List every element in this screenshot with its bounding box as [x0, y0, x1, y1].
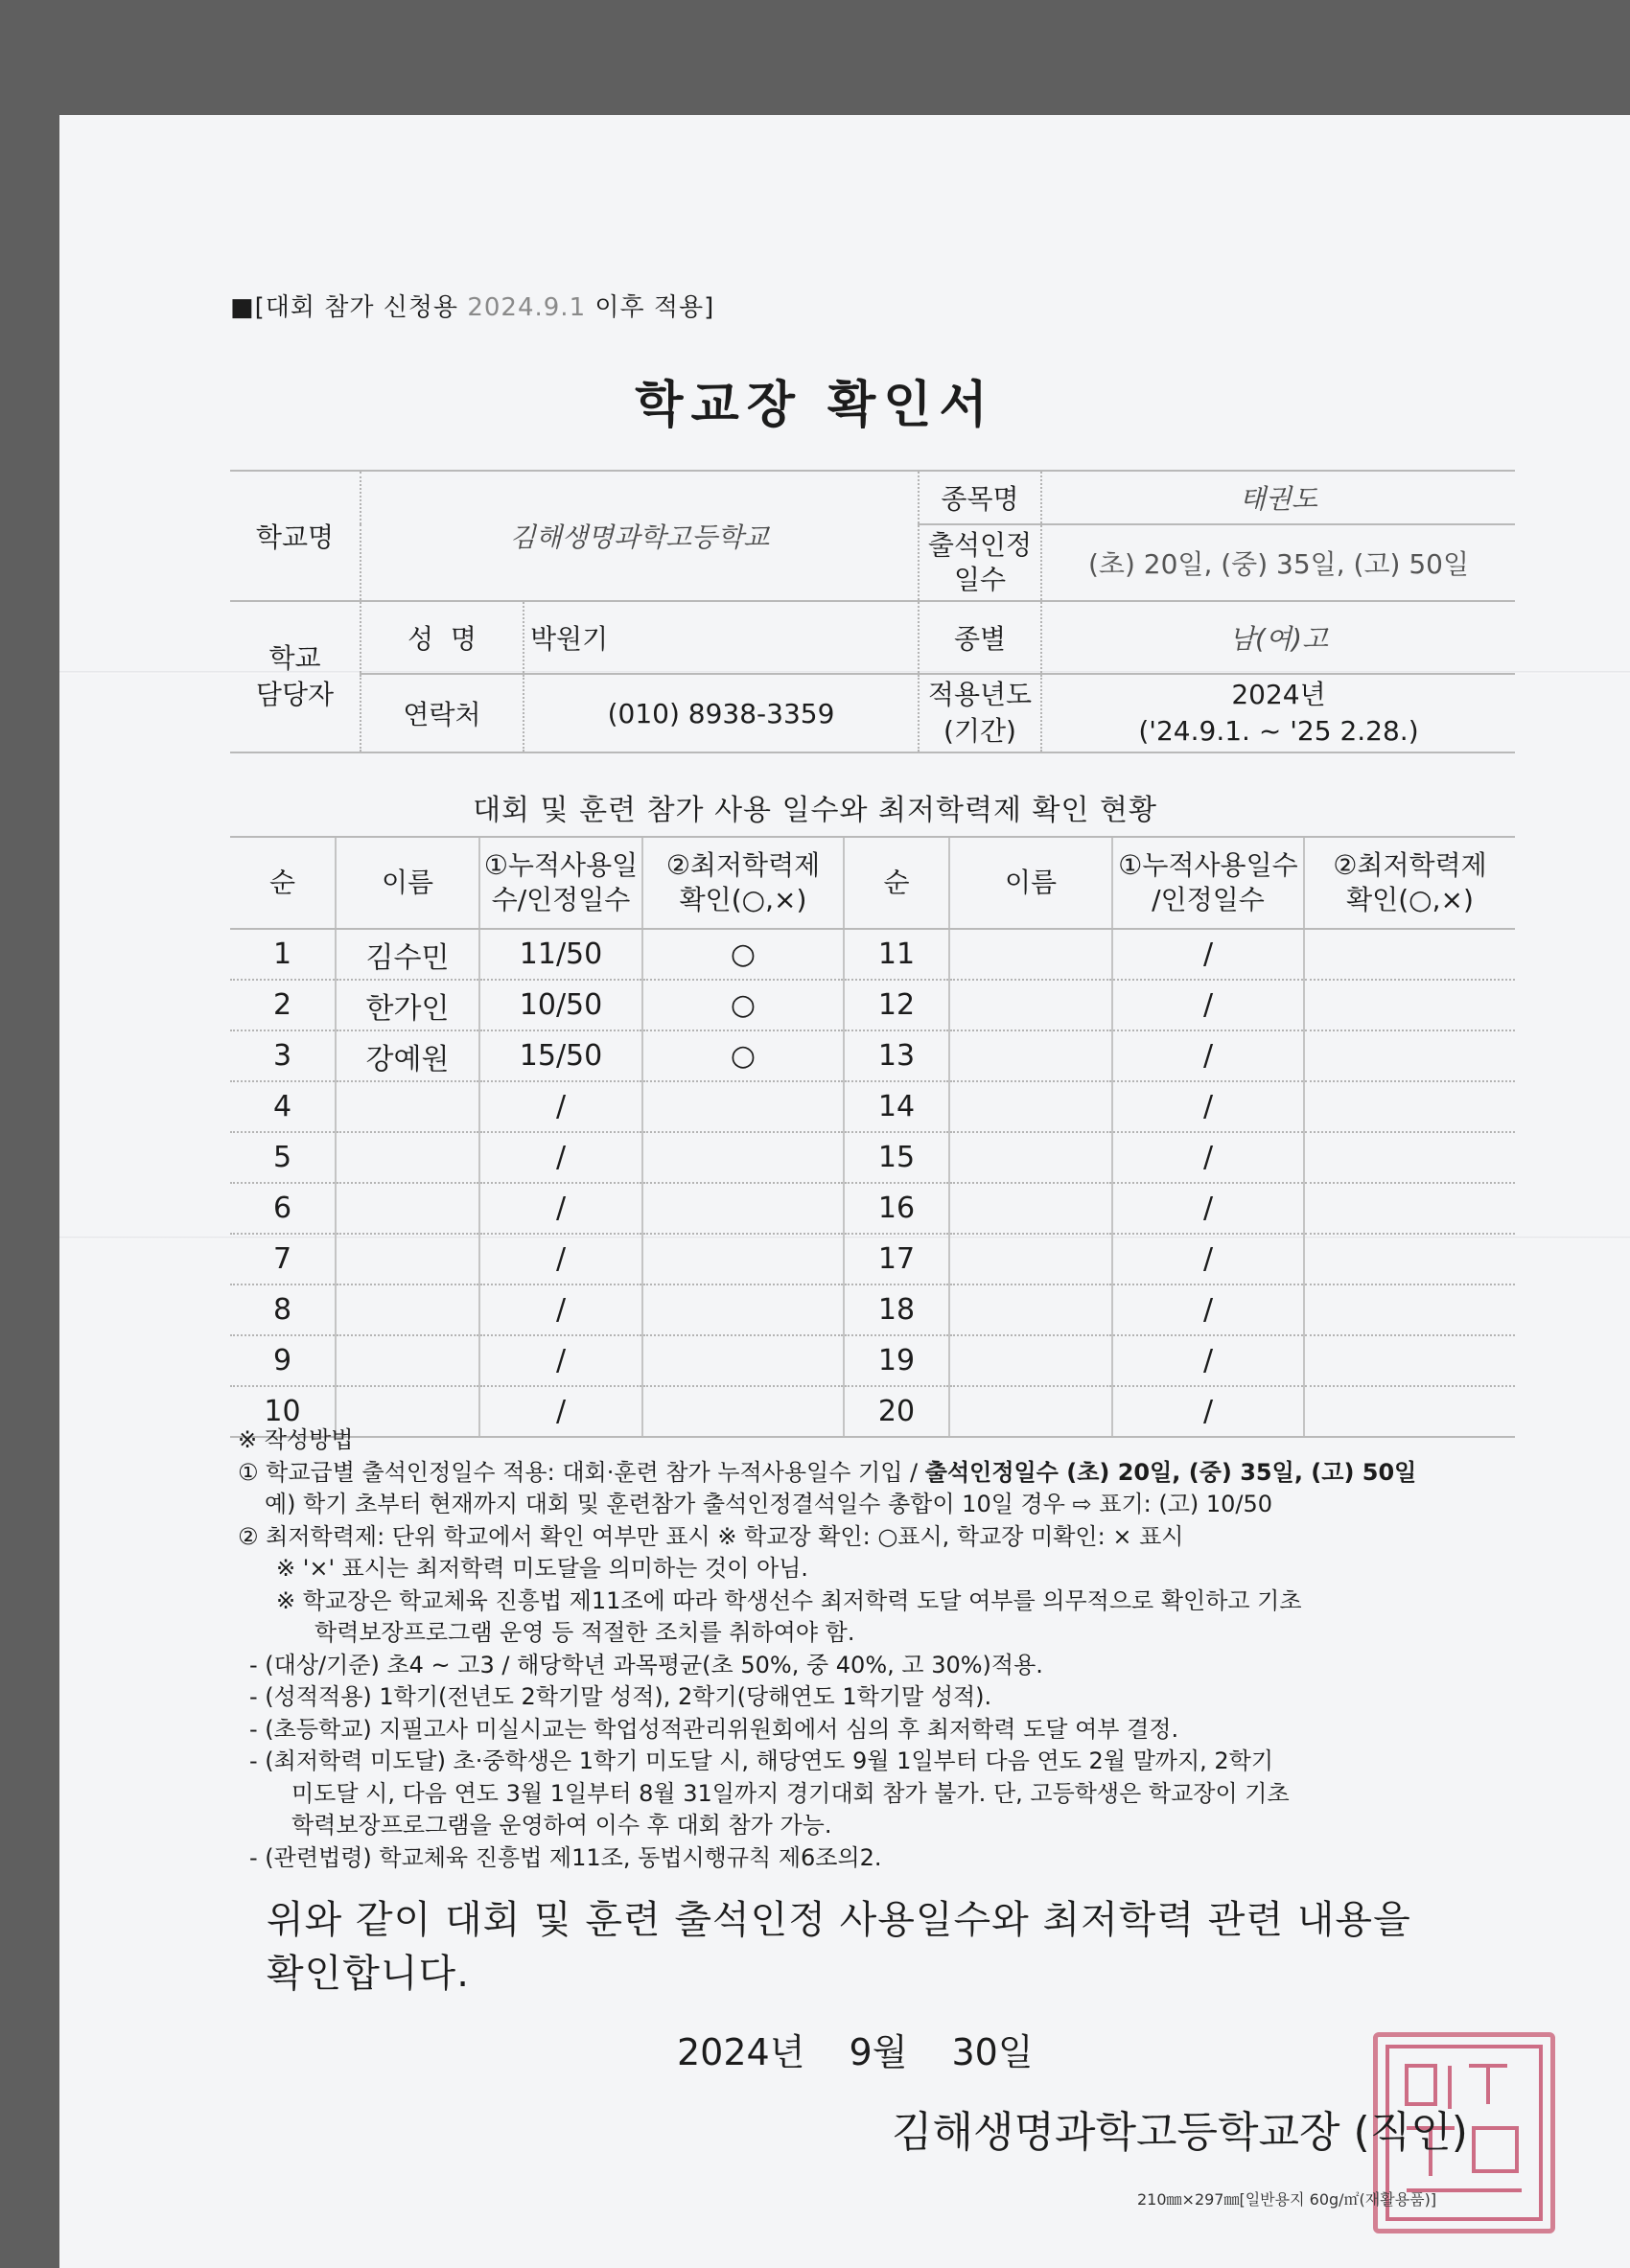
note-not-reached-cont2: 학력보장프로그램을 운영하여 이수 후 대회 참가 가능. [291, 1812, 832, 1839]
table-cell: / [1112, 1284, 1304, 1335]
header-date: 2024.9.1 [467, 293, 587, 322]
table-cell [336, 1183, 479, 1234]
table-cell: 1 [230, 929, 336, 980]
table-cell: 15/50 [479, 1030, 642, 1081]
table-cell: 17 [844, 1234, 949, 1284]
note-legal-basis: - (관련법령) 학교체육 진흥법 제11조, 동법시행규칙 제6조의2. [249, 1843, 882, 1871]
table-cell [1304, 1132, 1515, 1183]
table-cell: 20 [844, 1386, 949, 1437]
table-cell: 19 [844, 1335, 949, 1386]
table-cell [642, 1234, 844, 1284]
note-x-meaning: ※ '×' 표시는 최저학력 미도달을 의미하는 것이 아님. [276, 1555, 808, 1582]
status-section-title: 대회 및 훈련 참가 사용 일수와 최저학력제 확인 현황 [473, 794, 1157, 827]
principal-signature [892, 2097, 1468, 2159]
participation-status-table [230, 836, 1515, 1438]
table-cell: ○ [642, 1030, 844, 1081]
table-cell: 12 [844, 980, 949, 1030]
sport-value: 태권도 [1041, 471, 1515, 524]
table-cell [949, 929, 1112, 980]
table-cell [949, 1132, 1112, 1183]
date-year: 2024년 [677, 2031, 805, 2073]
table-cell [336, 1132, 479, 1183]
table-cell: 한가인 [336, 980, 479, 1030]
table-cell [1304, 1081, 1515, 1132]
table-cell [1304, 1234, 1515, 1284]
table-cell: 강예원 [336, 1030, 479, 1081]
table-cell: / [1112, 1335, 1304, 1386]
status-header-cell: ②최저학력제 확인(○,×) [1304, 837, 1515, 929]
table-cell: 8 [230, 1284, 336, 1335]
seal-mark: (직인) [1353, 2108, 1468, 2157]
table-row [230, 1335, 1515, 1386]
table-cell [642, 1081, 844, 1132]
table-cell: 10/50 [479, 980, 642, 1030]
period-value [1041, 674, 1515, 752]
paper-spec: 210㎜×297㎜[일반용지 60g/㎡(재활용품)] [1137, 2190, 1437, 2209]
note-not-reached: - (최저학력 미도달) 초·중학생은 1학기 미도달 시, 해당연도 9월 1일부터 다음 연도 2월 말까지, 2학기 [249, 1747, 1274, 1774]
table-cell [336, 1081, 479, 1132]
table-cell: 11/50 [479, 929, 642, 980]
table-row [230, 1234, 1515, 1284]
table-cell [336, 1335, 479, 1386]
contact-person-label: 학교 담당자 [230, 601, 361, 752]
table-cell [949, 1183, 1112, 1234]
table-cell [1304, 929, 1515, 980]
table-cell: 16 [844, 1183, 949, 1234]
status-header-cell: ①누적사용일수 /인정일수 [1112, 837, 1304, 929]
table-cell [949, 1284, 1112, 1335]
note-not-reached-cont1: 미도달 시, 다음 연도 3월 1일부터 8월 31일까지 경기대회 참가 불가. 단, 고등학생은 학교장이 기초 [291, 1779, 1290, 1807]
table-row [230, 1030, 1515, 1081]
table-cell: 5 [230, 1132, 336, 1183]
document-title: 학교장 확인서 [635, 377, 995, 434]
table-cell: 14 [844, 1081, 949, 1132]
table-cell [336, 1234, 479, 1284]
header-prefix: ■[대회 참가 신청용 [230, 293, 468, 322]
table-row [230, 1284, 1515, 1335]
signing-date [677, 2023, 1034, 2075]
table-cell [1304, 1335, 1515, 1386]
note-grade-period: - (성적적용) 1학기(전년도 2학기말 성적), 2학기(당해연도 1학기말 성적). [249, 1683, 992, 1710]
school-name-label: 학교명 [230, 471, 361, 601]
table-cell: / [479, 1386, 642, 1437]
writing-instructions [238, 1424, 1523, 1874]
person-name-value: 박원기 [524, 601, 919, 674]
table-cell: 2 [230, 980, 336, 1030]
date-month: 9월 [849, 2031, 908, 2073]
table-cell [642, 1183, 844, 1234]
table-cell: 15 [844, 1132, 949, 1183]
table-cell: / [1112, 1132, 1304, 1183]
table-cell: / [479, 1284, 642, 1335]
period-year: 2024년 [1231, 679, 1326, 710]
note-attendance [238, 1457, 1523, 1490]
table-cell: / [1112, 1386, 1304, 1437]
phone-label: 연락처 [361, 674, 524, 752]
status-header-cell: 이름 [949, 837, 1112, 929]
table-cell: 10 [230, 1386, 336, 1437]
attendance-label: 출석인정 일수 [919, 524, 1041, 601]
date-day: 30일 [951, 2031, 1034, 2073]
table-cell: / [479, 1234, 642, 1284]
table-cell: / [1112, 1030, 1304, 1081]
table-cell: / [1112, 1234, 1304, 1284]
table-cell: 3 [230, 1030, 336, 1081]
table-cell: / [479, 1335, 642, 1386]
table-row [230, 1132, 1515, 1183]
table-cell [642, 1335, 844, 1386]
header-suffix: 이후 적용] [586, 293, 715, 322]
table-row [230, 980, 1515, 1030]
gender-label: 종별 [919, 601, 1041, 674]
notes-heading: ※ 작성방법 [238, 1426, 354, 1453]
table-cell: / [1112, 929, 1304, 980]
table-cell: / [1112, 1081, 1304, 1132]
sport-label: 종목명 [919, 471, 1041, 524]
table-cell: ○ [642, 980, 844, 1030]
table-cell [642, 1132, 844, 1183]
table-cell [949, 1081, 1112, 1132]
table-cell: / [479, 1081, 642, 1132]
status-header-cell: 이름 [336, 837, 479, 929]
table-cell [1304, 1284, 1515, 1335]
principal-title: 김해생명과학고등학교장 [892, 2108, 1340, 2157]
table-cell: 13 [844, 1030, 949, 1081]
gender-value: 남(여)고 [1041, 601, 1515, 674]
school-name-value: 김해생명과학고등학교 [361, 471, 919, 601]
note-example: 예) 학기 초부터 현재까지 대회 및 훈련참가 출석인정결석일수 총합이 10일 경우 ⇨ 표기: (고) 10/50 [265, 1491, 1273, 1517]
table-cell [642, 1284, 844, 1335]
table-cell [949, 1030, 1112, 1081]
note-principal-duty-cont: 학력보장프로그램 운영 등 적절한 조치를 취하여야 함. [314, 1619, 855, 1646]
form-header-note [230, 288, 714, 323]
table-cell: 김수민 [336, 929, 479, 980]
period-range: ('24.9.1. ~ '25 2.28.) [1138, 715, 1419, 747]
person-name-label: 성 명 [361, 601, 524, 674]
table-cell: / [479, 1183, 642, 1234]
table-cell: / [1112, 1183, 1304, 1234]
status-header-cell: ②최저학력제 확인(○,×) [642, 837, 844, 929]
status-header-cell: ①누적사용일 수/인정일수 [479, 837, 642, 929]
confirmation-line-1: 위와 같이 대회 및 훈련 출석인정 사용일수와 최저학력 관련 내용을 [267, 1898, 1411, 1942]
table-cell [1304, 980, 1515, 1030]
note-attendance-bold: 출석인정일수 (초) 20일, (중) 35일, (고) 50일 [924, 1458, 1417, 1486]
table-cell: / [1112, 980, 1304, 1030]
table-cell: 7 [230, 1234, 336, 1284]
table-cell: ○ [642, 929, 844, 980]
period-label: 적용년도 (기간) [919, 674, 1041, 752]
table-cell [949, 1335, 1112, 1386]
table-cell [336, 1284, 479, 1335]
table-cell [1304, 1030, 1515, 1081]
table-cell: / [479, 1132, 642, 1183]
note-min-academic: ② 최저학력제: 단위 학교에서 확인 여부만 표시 ※ 학교장 확인: ○표시, 학교장 미확인: × 표시 [238, 1522, 1184, 1550]
school-info-table [230, 470, 1515, 753]
table-cell [949, 980, 1112, 1030]
confirmation-line-2: 확인합니다. [267, 1952, 470, 1996]
note-principal-duty: ※ 학교장은 학교체육 진흥법 제11조에 따라 학생선수 최저학력 도달 여부를 의무적으로 확인하고 기초 [276, 1586, 1302, 1614]
table-row [230, 1183, 1515, 1234]
table-cell [949, 1234, 1112, 1284]
status-header-cell: 순 [844, 837, 949, 929]
note-attendance-text: ① 학교급별 출석인정일수 적용: 대회·훈련 참가 누적사용일수 기입 / [238, 1458, 925, 1486]
table-cell: 4 [230, 1081, 336, 1132]
note-target: - (대상/기준) 초4 ~ 고3 / 해당학년 과목평균(초 50%, 중 40%, 고 30%)적용. [249, 1651, 1043, 1678]
table-cell [1304, 1183, 1515, 1234]
status-header-cell: 순 [230, 837, 336, 929]
table-cell: 9 [230, 1335, 336, 1386]
table-cell: 11 [844, 929, 949, 980]
table-row [230, 1081, 1515, 1132]
note-elementary: - (초등학교) 지필고사 미실시교는 학업성적관리위원회에서 심의 후 최저학력 도달 여부 결정. [249, 1715, 1179, 1743]
table-cell: 18 [844, 1284, 949, 1335]
confirmation-statement [267, 1893, 1513, 2001]
phone-value: (010) 8938-3359 [524, 674, 919, 752]
attendance-value: (초) 20일, (중) 35일, (고) 50일 [1041, 524, 1515, 601]
table-row [230, 929, 1515, 980]
table-cell: 6 [230, 1183, 336, 1234]
